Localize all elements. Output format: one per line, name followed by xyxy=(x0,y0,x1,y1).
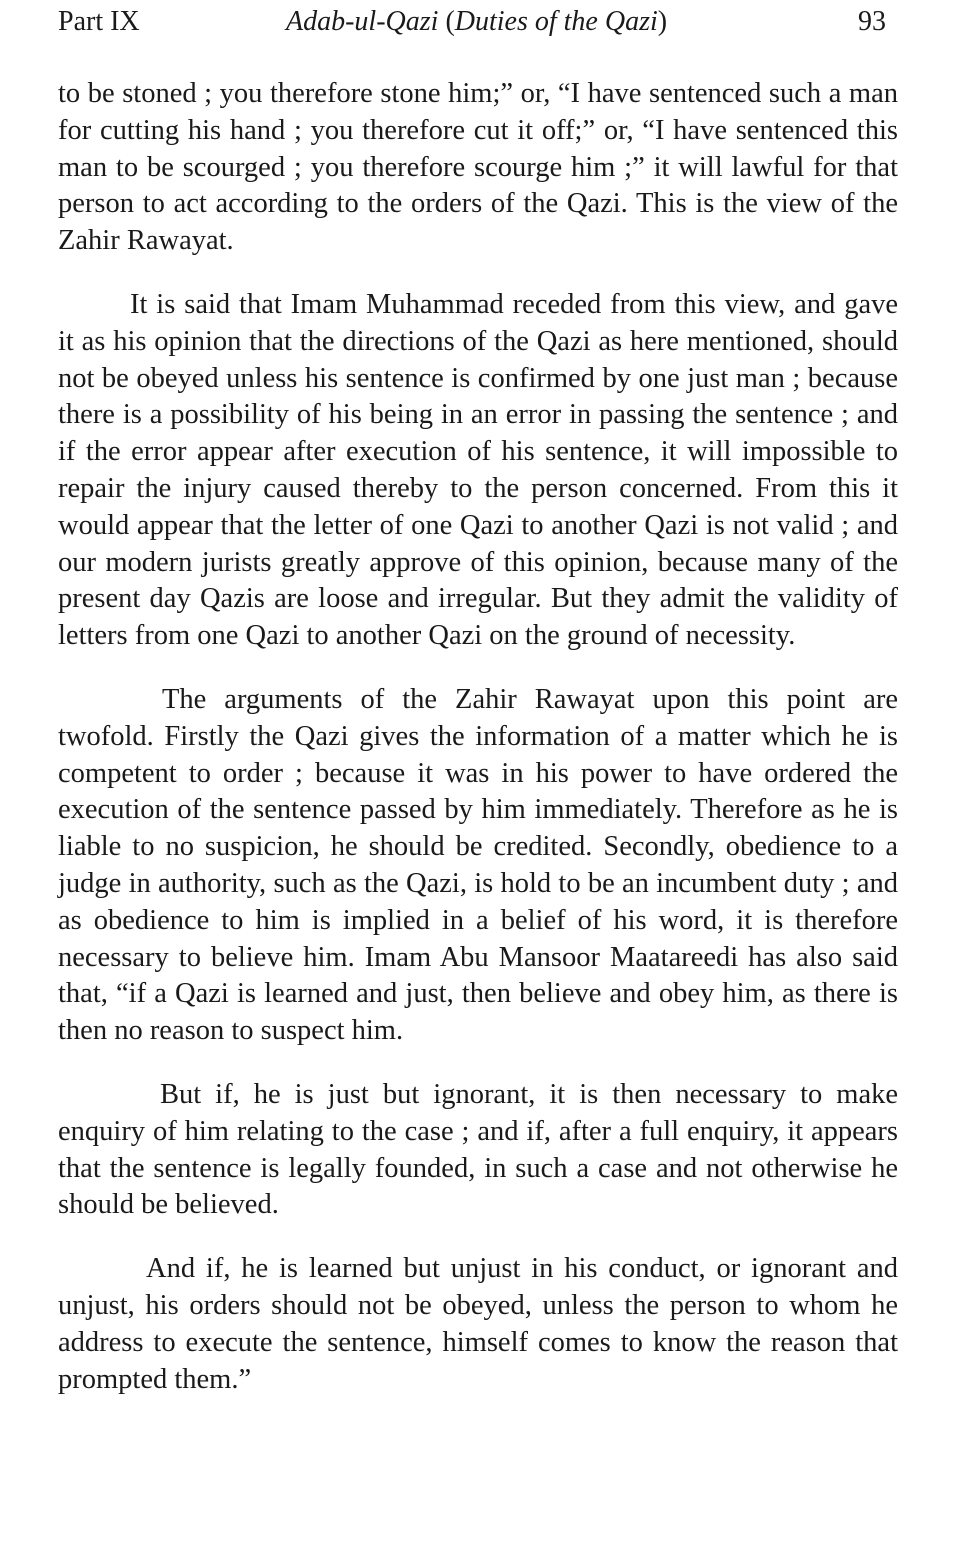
document-page xyxy=(58,0,898,1425)
chapter-title-close-paren: ) xyxy=(657,6,668,37)
paragraph-5: And if, he is learned but unjust in his conduct, or ignorant and unjust, his orders should not be obeyed, unless the person to whom he address to execute the sentence, himself comes to know the reason that prompted them.” xyxy=(58,1253,898,1395)
body-text xyxy=(58,76,898,1398)
page-number: 93 xyxy=(858,6,886,37)
paragraph-3: The arguments of the Zahir Rawayat upon this point are twofold. Firstly the Qazi gives the information of a matter which he is competent to order ; because it was in his power to have ordered the execution of the sentence passed by him immediately. Therefore as he is liable to no suspicion, he should be credited. Secondly, obedience to a judge in authority, such as the Qazi, is hold to be an incumbent duty ; and as obedience to him is implied in a belief of his word, it is therefore necessary to believe him. Imam Abu Mansoor Maatareedi has also said that, “if a Qazi is learned and just, then believe and obey him, as there is then no reason to suspect him. xyxy=(58,683,898,1047)
running-header xyxy=(58,0,898,44)
chapter-title-open-paren: ( xyxy=(438,6,455,37)
part-label: Part IX xyxy=(58,6,140,37)
chapter-title-sub: Duties of the Qazi xyxy=(454,6,658,37)
chapter-title xyxy=(286,0,667,44)
chapter-title-main: Adab-ul-Qazi xyxy=(286,6,439,37)
paragraph-4: But if, he is just but ignorant, it is then necessary to make enquiry of him relating to the case ; and if, after a full enquiry, it appears that the sentence is legally founded, in such a case and not otherwise he should be believed. xyxy=(58,1078,898,1221)
paragraph-2: It is said that Imam Muhammad receded from this view, and gave it as his opinion that the directions of the Qazi as here mentioned, should not be obeyed unless his sentence is confirmed by one just man ; because there is a possibility of his being in an error in passing the sentence ; and if the error appear after execution of his sentence, it will impossible to repair the injury caused thereby to the person concerned. From this it would appear that the letter of one Qazi to another Qazi is not valid ; and our modern jurists greatly approve of this opinion, because many of the present day Qazis are loose and irregular. But they admit the validity of letters from one Qazi to another Qazi on the ground of necessity. xyxy=(58,288,898,652)
paragraph-1: to be stoned ; you therefore stone him;” or, “I have sentenced such a man for cutting his hand ; you therefore cut it off;” or, “I have sentenced this man to be scourged ; you therefore scourge him ;” it will lawful for that person to act according to the orders of the Qazi. This is the view of the Zahir Rawayat. xyxy=(58,78,898,257)
